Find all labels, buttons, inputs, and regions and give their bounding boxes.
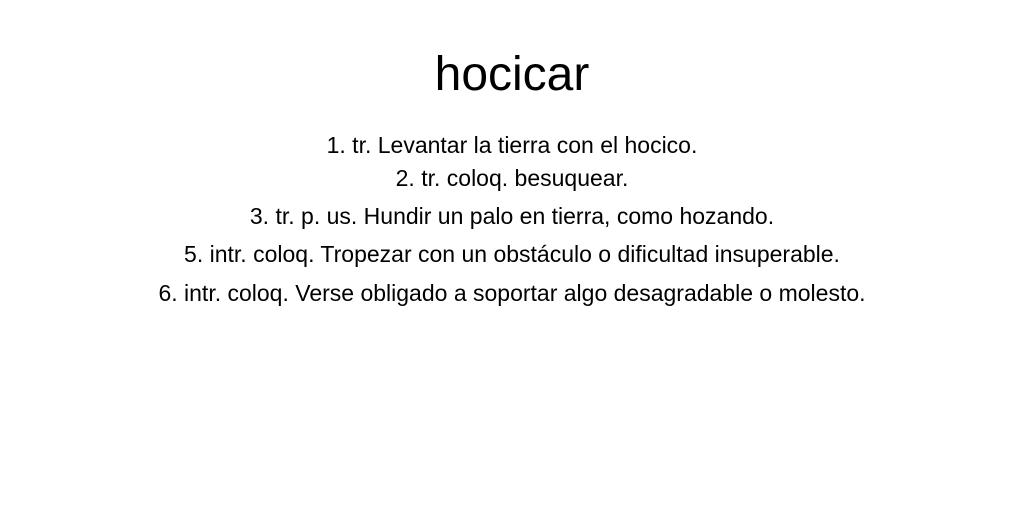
definition-3: 3. tr. p. us. Hundir un palo en tierra, como hozando. [249, 203, 775, 229]
definition-2: 2. tr. coloq. besuquear. [395, 165, 629, 191]
definition-1: 1. tr. Levantar la tierra con el hocico. [326, 132, 698, 158]
entry-term: hocicar [434, 48, 590, 101]
definition-5: 5. intr. coloq. Tropezar con un obstáculo o dificultad insuperable. [184, 241, 840, 267]
definition-6: 6. intr. coloq. Verse obligado a soportar algo desagradable o molesto. [158, 280, 866, 306]
